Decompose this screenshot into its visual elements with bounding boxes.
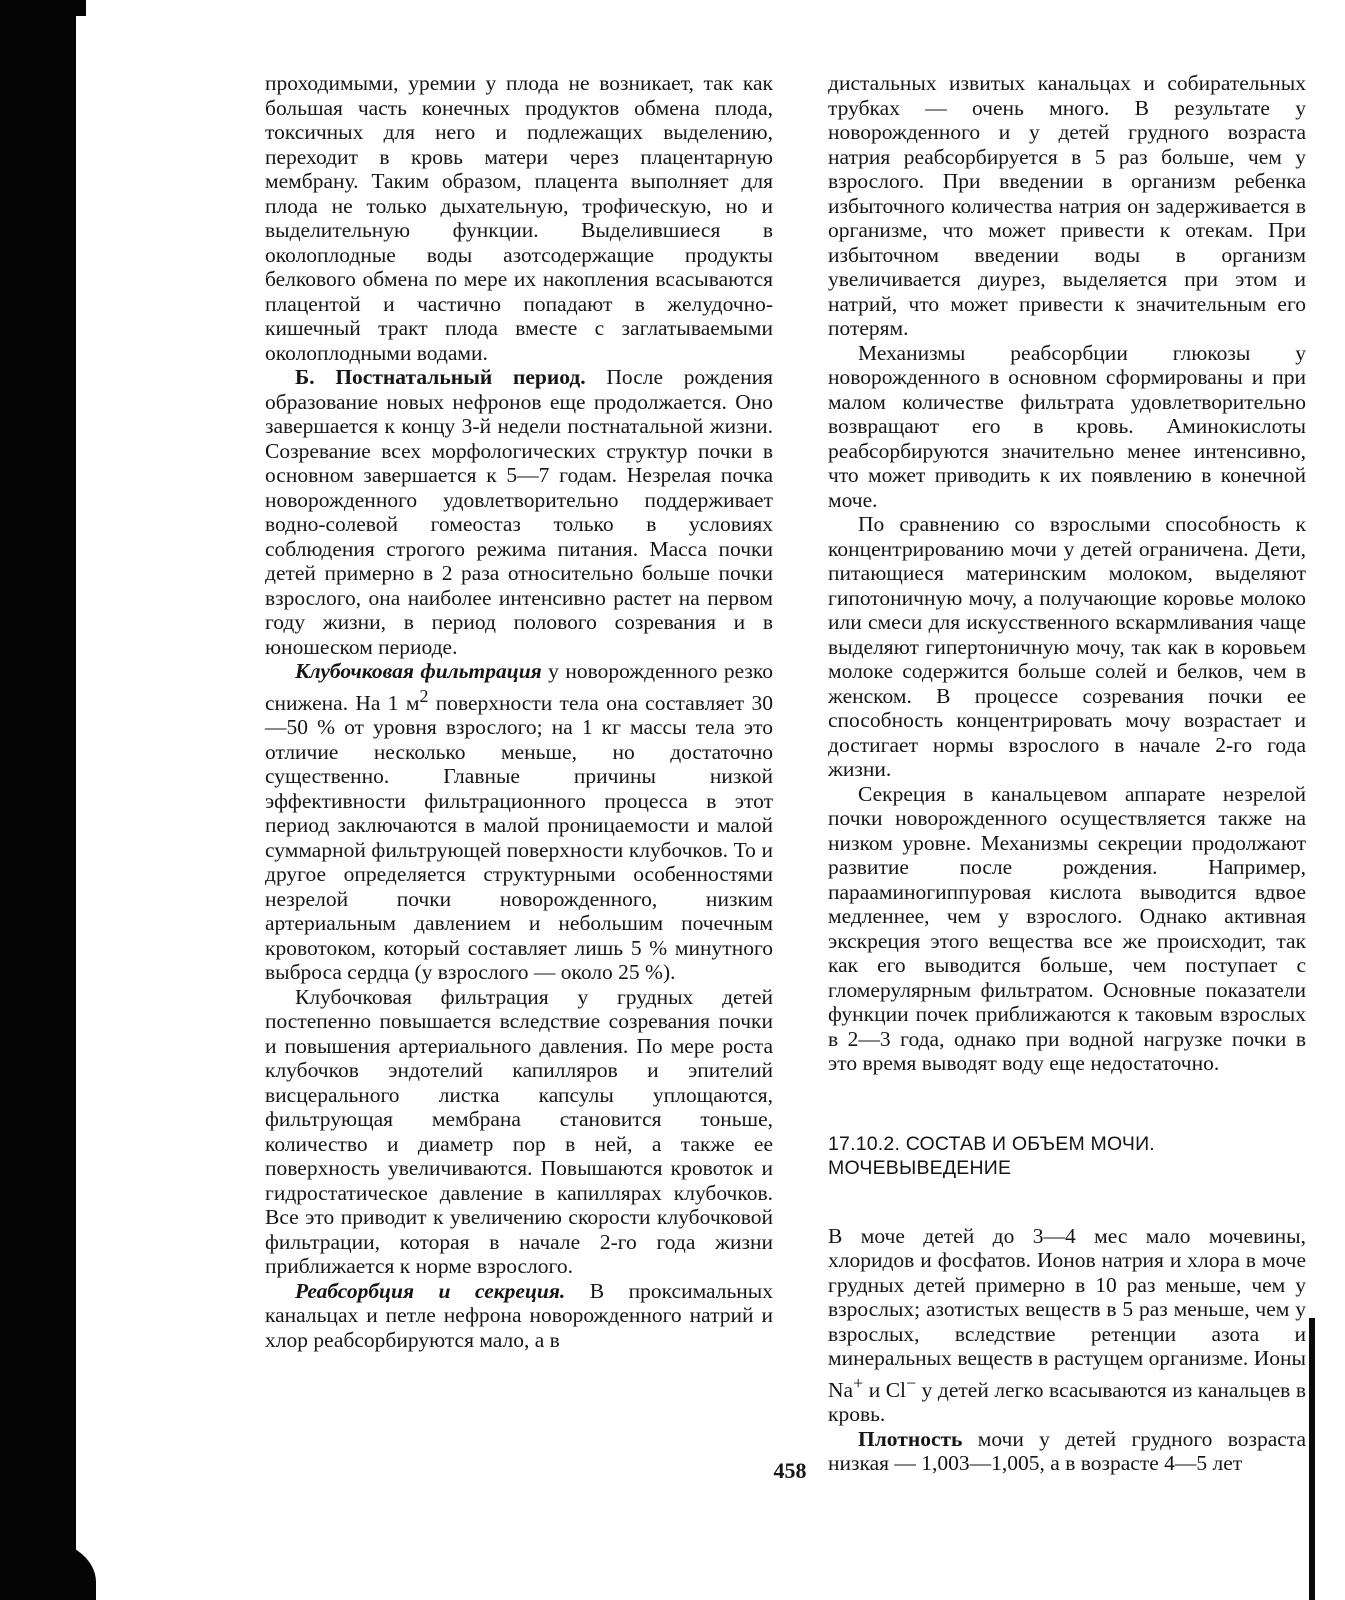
right-paragraph-3: По сравнению со взрослыми способность к концентрированию мочи у детей ограничена. Дети, питающиеся материнским молоком, выделяют гипотоничную мочу, а получающие коровье молоко или смеси для искусственного вскармливания чаще выделяют гипертоничную мочу, так как в коровьем молоке содержится больше солей и белков, чем в женском. В процессе созревания почки ее способность концентрировать мочу возрастает и достигает нормы взрослого в начале 2-го года жизни.: [828, 512, 1306, 781]
left-paragraph-4: Клубочковая фильтрация у грудных детей постепенно повышается вследствие созревания почки и повышения артериального давления. По мере роста клубочков эндотелий капилляров и эпителий висцерального листка капсулы уплощаются, фильтрующая мембрана становится тоньше, количество и диаметр пор в ней, а также ее поверхность увеличиваются. Повышаются кровоток и гидростатическое давление в капиллярах клубочков. Все это приводит к увеличению скорости клубочковой фильтрации, которая в начале 2-го года жизни приближается к норме взрослого.: [265, 984, 773, 1279]
density-term: Плотность: [858, 1426, 963, 1451]
glomerular-filtration-text-a: у новорожденного резко снижена. На 1 м: [265, 659, 773, 715]
sodium-ion-charge: +: [853, 1372, 864, 1393]
urine-composition-text-c: у детей легко всасываются из канальцев в кровь.: [828, 1377, 1306, 1427]
postnatal-period-heading: Б. Постнатальный период.: [295, 365, 586, 389]
scan-dark-edge: [0, 0, 76, 1600]
reabsorption-secretion-text: В проксимальных канальцах и петле нефрона новорожденного натрий и хлор реабсорбируются мало, а в: [265, 1278, 773, 1352]
left-paragraph-5: [265, 1279, 773, 1353]
right-paragraph-2: Механизмы реабсорбции глюкозы у новорожденного в основном сформированы и при малом количестве фильтрата удовлетворительно возвращают его в кровь. Аминокислоты реабсорбируются значительно менее интенсивно, что может приводить к их появлению в конечной моче.: [828, 340, 1306, 512]
right-paragraph-4: Секреция в канальцевом аппарате незрелой почки новорожденного осуществляется также на низком уровне. Механизмы секреции продолжают развитие после рождения. Например, парааминогиппуровая кислота выводится вдвое медленнее, чем у взрослого. Однако активная экскреция этого вещества все же происходит, так как его выводится больше, чем поступает с гломерулярным фильтратом. Основные показатели функции почек приближаются к таковым взрослых в 2—3 года, однако при водной нагрузке почки в это время выводят воду еще недостаточно.: [828, 781, 1306, 1075]
postnatal-period-text: После рождения образование новых нефронов еще продолжается. Оно завершается к концу 3-й недели постнатальной жизни. Созревание всех морфологических структур почки в основном завершается к 5—7 годам. Незрелая почка новорожденного удовлетворительно поддерживает водно-солевой гомеостаз только в условиях соблюдения строгого режима питания. Масса почки детей примерно в 2 раза относительно больше почки взрослого, она наиболее интенсивно растет на первом году жизни, в период полового созревания и в юношеском периоде.: [265, 365, 773, 659]
glomerular-filtration-term: Клубочковая фильтрация: [295, 659, 542, 683]
left-paragraph-1: проходимыми, уремии у плода не возникает, так как большая часть конечных продуктов обмена плода, токсичных для него и подлежащих выделению, переходит в кровь матери через плацентарную мембрану. Таким образом, плацента выполняет для плода не только дыхательную, трофическую, но и выделительную функции. Выделившиеся в околоплодные воды азотсодержащие продукты белкового обмена по мере их накопления всасываются плацентой и частично попадают в желудочно-кишечный тракт плода вместе с заглатываемыми околоплодными водами.: [265, 71, 773, 365]
section-heading: [828, 1132, 1306, 1180]
glomerular-filtration-text-b: поверхности тела она составляет 30—50 % от уровня взрослого; на 1 кг массы тела это отличие несколько меньше, но достаточно существенно. Главные причины низкой эффективности фильтрационного процесса в этот период заключаются в малой проницаемости и малой суммарной фильтрующей поверхности клубочков. То и другое определяется структурными особенностями незрелой почки новорожденного, низким артериальным давлением и небольшим почечным кровотоком, который составляет лишь 5 % минутного выброса сердца (у взрослого — около 25 %).: [265, 690, 773, 985]
urine-composition-text-a: В моче детей до 3—4 мес мало мочевины, хлоридов и фосфатов. Ионов натрия и хлора в моче грудных детей примерно в 10 раз меньше, чем у взрослых; азотистых веществ в 5 раз меньше, чем у взрослых, вследствие ретенции азота и минеральных веществ в растущем организме. Ионы Na: [828, 1223, 1306, 1402]
left-paragraph-2: [265, 365, 773, 659]
urine-composition-text-b: и Cl: [863, 1377, 907, 1402]
section-heading-line-1: 17.10.2. СОСТАВ И ОБЪЕМ МОЧИ.: [828, 1132, 1155, 1155]
section-heading-line-2: МОЧЕВЫВЕДЕНИЕ: [828, 1156, 1012, 1179]
reabsorption-secretion-term: Реабсорбция и секреция.: [295, 1278, 566, 1303]
square-meter-superscript: 2: [419, 685, 429, 706]
scan-right-margin-mark: [1309, 1318, 1315, 1600]
left-text-column: [265, 71, 773, 1352]
page-number: 458: [773, 1458, 807, 1483]
left-paragraph-3: [265, 659, 773, 985]
density-text: мочи у детей грудного возраста низкая — 1,003—1,005, а в возрасте 4—5 лет: [828, 1426, 1306, 1476]
right-paragraph-5: [828, 1224, 1306, 1427]
scan-dark-edge-notch: [0, 0, 86, 16]
right-paragraph-1: дистальных извитых канальцах и собирательных трубках — очень много. В результате у новорожденного и у детей грудного возраста натрия реабсорбируется в 5 раз больше, чем у взрослого. При введении в организм ребенка избыточного количества натрия он задерживается в организме, что может привести к отекам. При избыточном введении воды в организм увеличивается диурез, выделяется при этом и натрий, что может привести к значительным его потерям.: [828, 71, 1306, 340]
right-text-column: [828, 71, 1306, 1476]
scan-corner-blob: [0, 1538, 96, 1600]
right-paragraph-6: [828, 1427, 1306, 1476]
chloride-ion-charge: −: [906, 1372, 917, 1393]
